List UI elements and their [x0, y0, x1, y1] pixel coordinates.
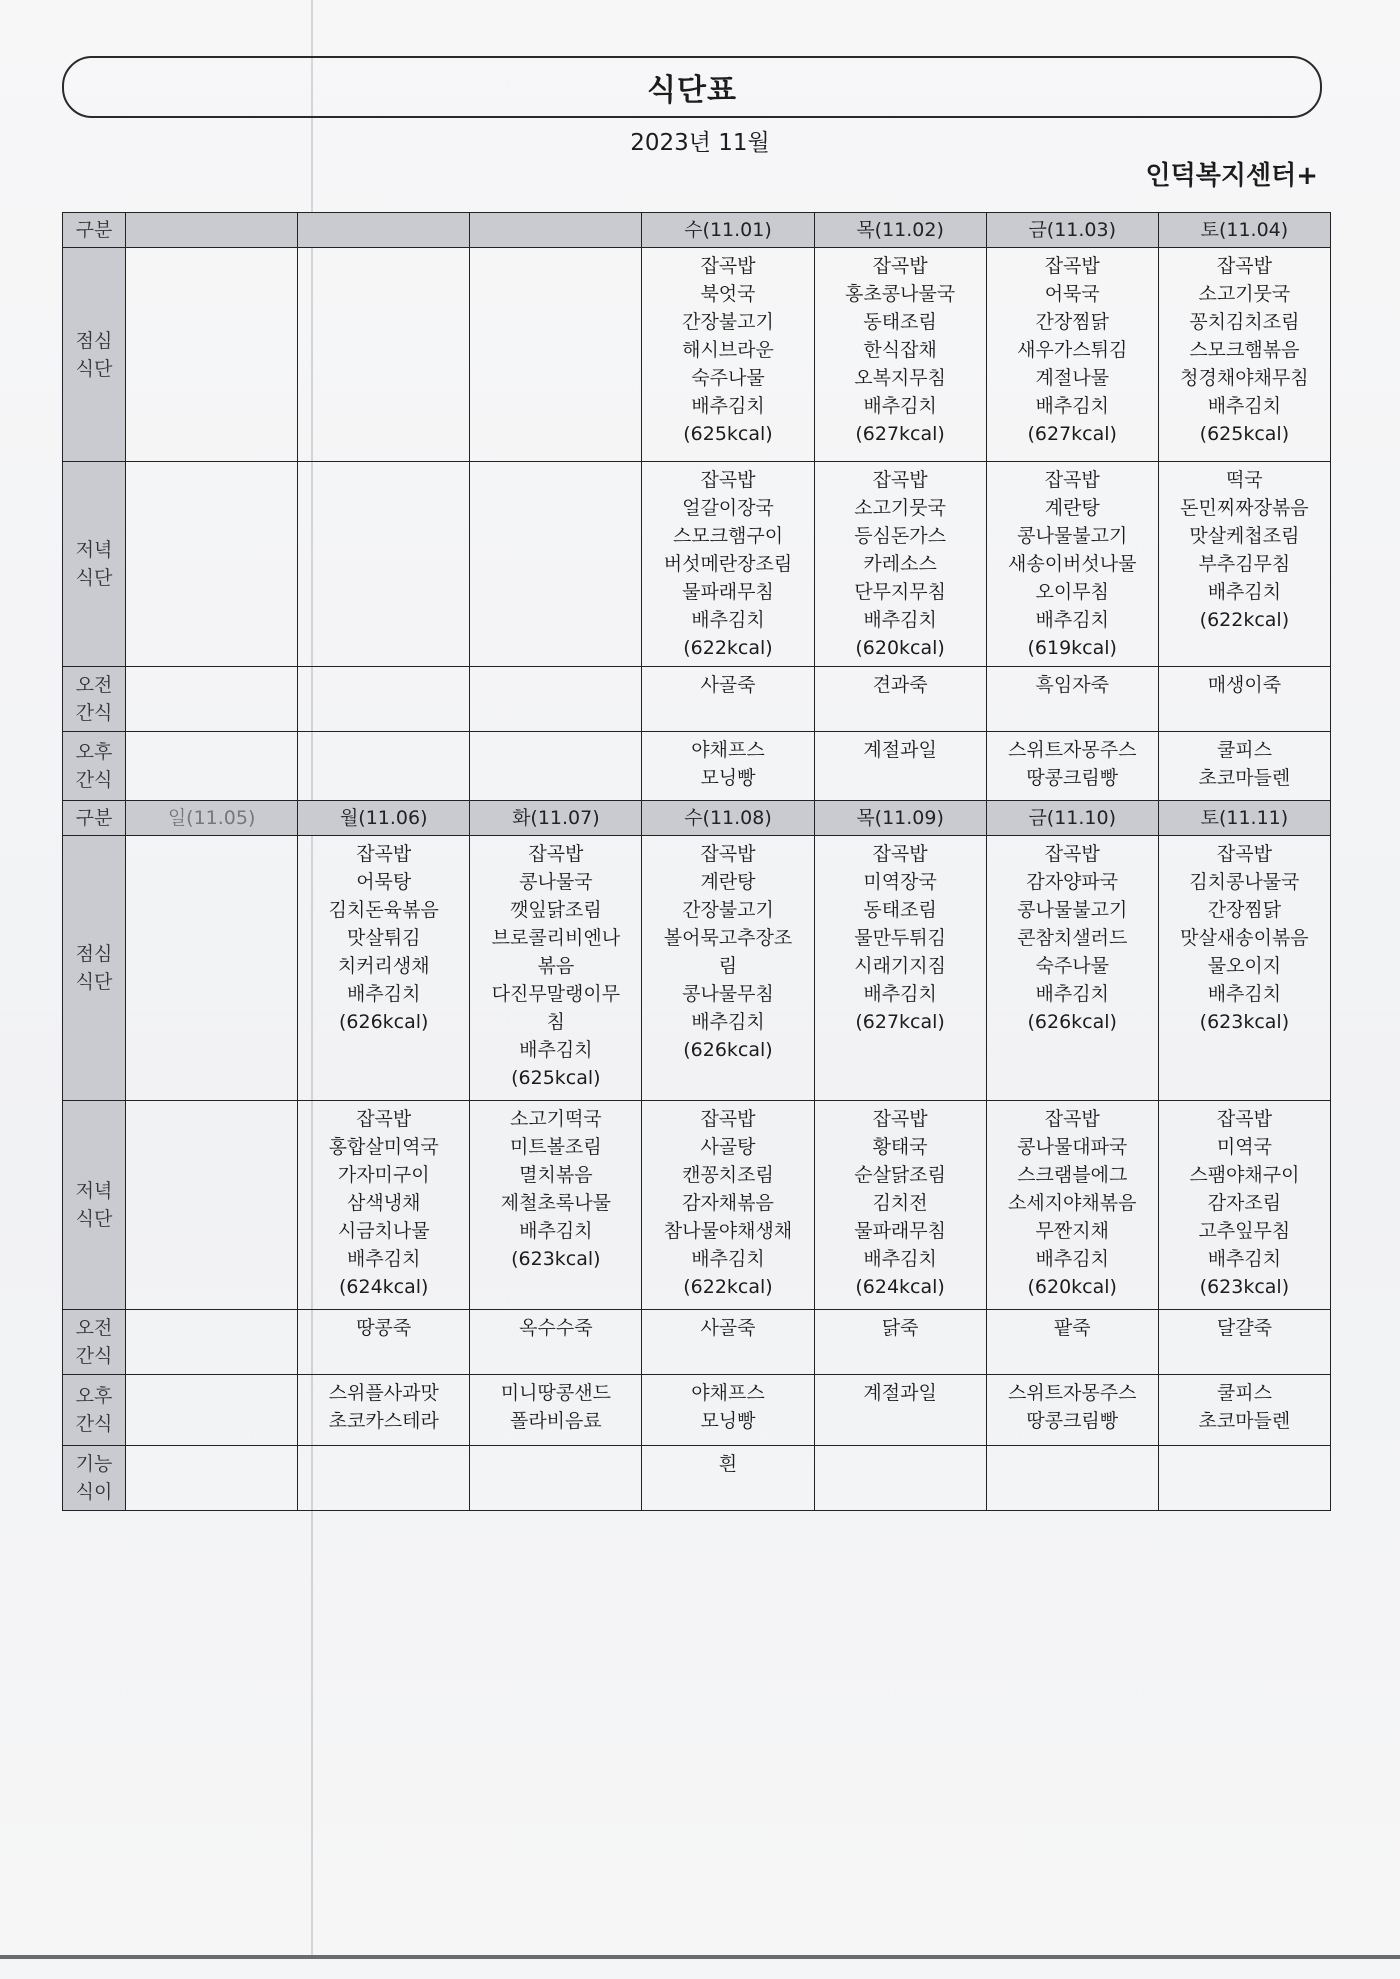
day-header: 화(11.07) — [470, 801, 642, 836]
menu-item: 배추김치 — [1207, 1248, 1282, 1270]
lunch-cell — [986, 248, 1158, 462]
row-label-text: 오후 — [75, 741, 113, 763]
am-snack-cell — [470, 1310, 642, 1375]
menu-item: 배추김치 — [1035, 1248, 1109, 1270]
row-label-text: 식단 — [75, 357, 113, 380]
pm-snack-cell — [126, 732, 298, 801]
menu-item: 버섯메란장조림 — [663, 553, 793, 575]
menu-item: 야채프스 — [691, 739, 765, 761]
menu-item: 시금치나물 — [337, 1220, 430, 1242]
menu-item: 소세지야채볶음 — [1007, 1192, 1137, 1214]
menu-item: 잡곡밥 — [700, 255, 756, 277]
functional-diet-cell — [642, 1446, 814, 1511]
menu-item: 배추김치 — [1207, 395, 1282, 417]
lunch-cell — [814, 836, 986, 1101]
dinner-cell — [298, 462, 470, 667]
menu-item: 침 — [546, 1011, 566, 1033]
lunch-row — [63, 836, 1331, 1101]
pm-snack-cell — [298, 1375, 470, 1446]
menu-item: 동태조림 — [863, 311, 937, 333]
row-label-text: 간식 — [75, 1413, 113, 1435]
menu-item: 모닝빵 — [700, 767, 756, 789]
menu-item: 카레소스 — [863, 553, 937, 575]
pm-snack-cell — [1158, 732, 1330, 801]
day-header: 토(11.11) — [1158, 801, 1330, 836]
menu-item: (625kcal) — [1199, 423, 1290, 445]
menu-item: 배추김치 — [1035, 395, 1109, 417]
am-snack-cell — [814, 1310, 986, 1375]
menu-item: (625kcal) — [511, 1067, 601, 1089]
functional-diet-cell — [298, 1446, 470, 1511]
menu-item: 오복지무침 — [854, 367, 946, 389]
row-label-text: 간식 — [75, 769, 113, 791]
pm-snack-cell — [126, 1375, 298, 1446]
menu-item: 미역국 — [1216, 1136, 1272, 1158]
menu-item: 배추김치 — [1035, 609, 1109, 631]
menu-item: 잡곡밥 — [872, 469, 928, 491]
menu-item: 홍초콩나물국 — [845, 283, 956, 305]
menu-item: (624kcal) — [339, 1276, 429, 1298]
dinner-cell — [126, 462, 298, 667]
menu-item: 계란탕 — [700, 871, 756, 893]
menu-item: 배추김치 — [347, 1248, 421, 1270]
dinner-cell — [642, 462, 814, 667]
menu-item: 간장찜닭 — [1035, 311, 1109, 333]
menu-item: 단무지무침 — [854, 581, 946, 603]
menu-item: 간장찜닭 — [1207, 899, 1282, 921]
menu-item: 잡곡밥 — [528, 843, 584, 865]
dinner-cell — [1158, 462, 1330, 667]
am-snack-cell — [1158, 1310, 1330, 1375]
am-snack-cell — [298, 667, 470, 732]
menu-item: 참나물야채생채 — [663, 1220, 793, 1242]
menu-item: 스위트자몽주스 — [1007, 739, 1137, 761]
menu-item: 시래기지짐 — [854, 955, 946, 977]
menu-item: 달걀죽 — [1216, 1317, 1272, 1339]
menu-item: 부추김무침 — [1198, 553, 1291, 575]
row-label-lunch — [63, 248, 126, 462]
day-header: 토(11.04) — [1158, 213, 1330, 248]
menu-item: 감자채볶음 — [682, 1192, 774, 1214]
category-header: 구분 — [63, 801, 126, 836]
menu-item: (623kcal) — [511, 1248, 601, 1270]
menu-item: 초코카스테라 — [328, 1410, 439, 1432]
lunch-cell — [1158, 836, 1330, 1101]
menu-item: (622kcal) — [1199, 609, 1290, 631]
menu-item: 쿨피스 — [1216, 1382, 1272, 1404]
lunch-cell — [298, 836, 470, 1101]
menu-item: 고추잎무침 — [1198, 1220, 1291, 1242]
menu-item: 배추김치 — [691, 1011, 765, 1033]
menu-item: 배추김치 — [691, 1248, 765, 1270]
menu-item: 스위트자몽주스 — [1007, 1382, 1137, 1404]
row-label-dinner — [63, 1101, 126, 1310]
pm-snack-cell — [470, 732, 642, 801]
menu-item: 치커리생채 — [337, 955, 430, 977]
menu-item: 배추김치 — [863, 1248, 937, 1270]
menu-item: (623kcal) — [1199, 1011, 1290, 1033]
menu-item: 배추김치 — [863, 609, 937, 631]
menu-item: (622kcal) — [683, 637, 773, 659]
menu-item: 스팸야채구이 — [1189, 1164, 1300, 1186]
menu-item: 계절과일 — [863, 739, 937, 761]
menu-item: 스크램블에그 — [1017, 1164, 1128, 1186]
dinner-cell — [814, 462, 986, 667]
dinner-cell — [298, 1101, 470, 1310]
day-header: 금(11.03) — [986, 213, 1158, 248]
menu-item: 캔꽁치조림 — [682, 1164, 774, 1186]
am_snack-row — [63, 1310, 1331, 1375]
period-label: 2023년 11월 — [630, 130, 770, 156]
lunch-cell — [298, 248, 470, 462]
menu-item: (625kcal) — [683, 423, 773, 445]
lunch-cell — [642, 248, 814, 462]
menu-item: 잡곡밥 — [872, 255, 928, 277]
menu-item: 등심돈가스 — [854, 525, 946, 547]
row-label-text: 오후 — [75, 1385, 113, 1407]
menu-item: 잡곡밥 — [700, 843, 756, 865]
am-snack-cell — [1158, 667, 1330, 732]
menu-item: 소고기뭇국 — [1198, 283, 1291, 305]
day-header: 수(11.08) — [642, 801, 814, 836]
menu-item: 간장불고기 — [682, 899, 774, 921]
menu-item: (622kcal) — [683, 1276, 773, 1298]
menu-item: 잡곡밥 — [700, 469, 756, 491]
menu-item: 얼갈이장국 — [682, 497, 774, 519]
menu-item: 땅콩크림빵 — [1026, 1410, 1119, 1432]
functional-diet-cell — [814, 1446, 986, 1511]
row-label-text: 식단 — [75, 1208, 113, 1230]
menu-item: 김치콩나물국 — [1189, 871, 1300, 893]
menu-item: 사골죽 — [700, 674, 756, 696]
menu-item: 사골탕 — [700, 1136, 756, 1158]
menu-item: 소고기뭇국 — [854, 497, 946, 519]
menu-item: 스모크햄구이 — [672, 525, 784, 547]
lunch-cell — [126, 836, 298, 1101]
pm-snack-cell — [814, 732, 986, 801]
menu-item: 초코마들렌 — [1198, 1410, 1291, 1432]
menu-item: 잡곡밥 — [1044, 469, 1100, 491]
menu-item: 돈민찌짜장볶음 — [1180, 497, 1309, 519]
menu-item: 무짠지채 — [1035, 1220, 1109, 1242]
menu-item: 잡곡밥 — [1216, 255, 1272, 277]
menu-item: 모닝빵 — [700, 1410, 756, 1432]
menu-item: 볶음 — [537, 955, 575, 977]
row-label-am-snack — [63, 1310, 126, 1375]
menu-item: 다진무말랭이무 — [491, 983, 621, 1005]
menu-item: 잡곡밥 — [872, 843, 928, 865]
menu-item: 팥죽 — [1053, 1317, 1091, 1339]
menu-item: 미트볼조림 — [509, 1136, 602, 1158]
row-label-am-snack — [63, 667, 126, 732]
menu-item: 한식잡채 — [863, 339, 937, 361]
menu-item: 땅콩죽 — [356, 1317, 412, 1339]
menu-item: 미니땅콩샌드 — [500, 1382, 611, 1404]
am-snack-cell — [642, 1310, 814, 1375]
menu-item: 동태조림 — [863, 899, 937, 921]
functional-diet-cell — [470, 1446, 642, 1511]
menu-item: 콩나물불고기 — [1017, 525, 1128, 547]
row-label-text: 간식 — [75, 1345, 113, 1367]
menu-item: 물파래무침 — [682, 581, 774, 603]
am-snack-cell — [986, 667, 1158, 732]
row-label-pm-snack — [63, 1375, 126, 1446]
row-label-text: 저녁 — [75, 539, 113, 561]
menu-item: 림 — [718, 955, 738, 977]
menu-item: 김치전 — [872, 1192, 928, 1214]
menu-item: (620kcal) — [855, 637, 945, 659]
dinner-cell — [642, 1101, 814, 1310]
row-label-text: 식단 — [75, 971, 113, 993]
menu-item: 소고기떡국 — [509, 1108, 602, 1130]
day-header: 수(11.01) — [642, 213, 814, 248]
menu-item: 브로콜리비엔나 — [491, 927, 621, 949]
am-snack-cell — [814, 667, 986, 732]
menu-item: 배추김치 — [1207, 581, 1282, 603]
dinner-cell — [1158, 1101, 1330, 1310]
menu-item: 잡곡밥 — [872, 1108, 928, 1130]
menu-item: 오이무침 — [1035, 581, 1109, 603]
menu-item: 잡곡밥 — [1216, 843, 1272, 865]
menu-item: 배추김치 — [863, 983, 937, 1005]
menu-item: 가자미구이 — [337, 1164, 430, 1186]
menu-item: 김치돈육볶음 — [328, 899, 439, 921]
day-header — [126, 213, 298, 248]
menu-item: 사골죽 — [700, 1317, 756, 1339]
pm_snack-row — [63, 732, 1331, 801]
menu-item: 새송이버섯나물 — [1007, 553, 1137, 575]
menu-item: 순살닭조림 — [854, 1164, 946, 1186]
menu-item: (627kcal) — [855, 1011, 945, 1033]
menu-item: 숙주나물 — [1035, 955, 1109, 977]
meal-plan-table — [62, 212, 1331, 1511]
row-label-text: 식단 — [75, 567, 113, 589]
dinner-cell — [470, 1101, 642, 1310]
week-header-row — [63, 213, 1331, 248]
menu-item: 잡곡밥 — [700, 1108, 756, 1130]
menu-item: 초코마들렌 — [1198, 767, 1291, 789]
menu-item: 미역장국 — [863, 871, 937, 893]
category-header: 구분 — [63, 213, 126, 248]
week-header-row — [63, 801, 1331, 836]
menu-item: 스모크햄볶음 — [1189, 339, 1300, 361]
day-header — [298, 213, 470, 248]
functional-row — [63, 1446, 1331, 1511]
menu-item: 배추김치 — [347, 983, 421, 1005]
menu-item: 배추김치 — [519, 1220, 593, 1242]
dinner-cell — [986, 1101, 1158, 1310]
lunch-cell — [470, 836, 642, 1101]
pm-snack-cell — [470, 1375, 642, 1446]
menu-item: 어묵탕 — [356, 871, 412, 893]
menu-item: 북엇국 — [700, 283, 756, 305]
menu-item: 배추김치 — [691, 609, 765, 631]
pm_snack-row — [63, 1375, 1331, 1446]
menu-item: 배추김치 — [1207, 983, 1282, 1005]
menu-item: 콘참치샐러드 — [1017, 927, 1128, 949]
menu-item: 맛살케첩조림 — [1189, 525, 1300, 547]
menu-item: 배추김치 — [519, 1039, 593, 1061]
am-snack-cell — [298, 1310, 470, 1375]
row-label-functional — [63, 1446, 126, 1511]
pm-snack-cell — [1158, 1375, 1330, 1446]
menu-item: 새우가스튀김 — [1017, 339, 1128, 361]
row-label-text: 식이 — [75, 1481, 113, 1503]
menu-item: 맛살튀김 — [347, 927, 421, 949]
row-label-text: 오전 — [75, 1317, 113, 1339]
row-label-lunch — [63, 836, 126, 1101]
menu-item: 콩나물대파국 — [1017, 1136, 1128, 1158]
menu-item: 잡곡밥 — [1044, 843, 1100, 865]
menu-item: 잡곡밥 — [1044, 1108, 1100, 1130]
menu-item: 흑임자죽 — [1035, 674, 1109, 696]
menu-item: 배추김치 — [1035, 983, 1109, 1005]
menu-item: 물오이지 — [1207, 955, 1282, 977]
am_snack-row — [63, 667, 1331, 732]
row-label-text: 점심 — [75, 329, 113, 352]
menu-item: 깻잎닭조림 — [509, 899, 602, 921]
pm-snack-cell — [986, 1375, 1158, 1446]
dinner-cell — [126, 1101, 298, 1310]
title-banner — [62, 56, 1322, 118]
menu-item: 배추김치 — [863, 395, 937, 417]
menu-item: 배추김치 — [691, 395, 765, 417]
organization-name: 인덕복지센터+ — [1145, 161, 1318, 191]
menu-item: (626kcal) — [683, 1039, 773, 1061]
row-label-dinner — [63, 462, 126, 667]
functional-diet-cell — [126, 1446, 298, 1511]
menu-item: 꽁치김치조림 — [1189, 311, 1300, 333]
day-header: 목(11.02) — [814, 213, 986, 248]
menu-item: 잡곡밥 — [356, 1108, 412, 1130]
menu-item: 숙주나물 — [691, 367, 765, 389]
menu-item: 황태국 — [872, 1136, 928, 1158]
page-title: 식단표 — [647, 73, 737, 108]
menu-item: (626kcal) — [1027, 1011, 1117, 1033]
menu-item: 콩나물국 — [519, 871, 593, 893]
menu-item: 멸치볶음 — [519, 1164, 593, 1186]
menu-item: 매생이죽 — [1207, 674, 1282, 696]
row-label-text: 저녁 — [75, 1180, 113, 1202]
pm-snack-cell — [298, 732, 470, 801]
dinner-row — [63, 462, 1331, 667]
am-snack-cell — [642, 667, 814, 732]
menu-item: 감자양파국 — [1026, 871, 1119, 893]
menu-item: 잡곡밥 — [1044, 255, 1100, 277]
day-header: 월(11.06) — [298, 801, 470, 836]
dinner-cell — [986, 462, 1158, 667]
am-snack-cell — [986, 1310, 1158, 1375]
menu-item: 물만두튀김 — [854, 927, 946, 949]
menu-item: 물파래무침 — [854, 1220, 946, 1242]
dinner-cell — [814, 1101, 986, 1310]
menu-item: 견과죽 — [872, 674, 928, 696]
dinner-row — [63, 1101, 1331, 1310]
menu-item: 폴라비음료 — [509, 1410, 602, 1432]
day-header: 일(11.05) — [126, 801, 298, 836]
am-snack-cell — [126, 1310, 298, 1375]
menu-item: 떡국 — [1226, 469, 1263, 491]
functional-diet-cell — [1158, 1446, 1330, 1511]
dinner-cell — [470, 462, 642, 667]
menu-item: (627kcal) — [1027, 423, 1117, 445]
lunch-cell — [986, 836, 1158, 1101]
menu-item: 해시브라운 — [682, 339, 774, 361]
pm-snack-cell — [814, 1375, 986, 1446]
menu-item: 삼색냉채 — [347, 1192, 421, 1214]
menu-item: 볼어묵고추장조 — [663, 927, 793, 949]
menu-item: 맛살새송이볶음 — [1180, 927, 1309, 949]
day-header — [470, 213, 642, 248]
menu-item: 계절나물 — [1035, 367, 1109, 389]
menu-item: (623kcal) — [1199, 1276, 1290, 1298]
menu-item: 제철초록나물 — [500, 1192, 611, 1214]
lunch-row — [63, 248, 1331, 462]
menu-item: 계절과일 — [863, 1382, 937, 1404]
pm-snack-cell — [986, 732, 1158, 801]
lunch-cell — [126, 248, 298, 462]
functional-diet-cell — [986, 1446, 1158, 1511]
menu-item: 옥수수죽 — [519, 1317, 593, 1339]
lunch-cell — [1158, 248, 1330, 462]
am-snack-cell — [470, 667, 642, 732]
row-label-pm-snack — [63, 732, 126, 801]
menu-item: 닭죽 — [881, 1317, 919, 1339]
menu-item: 감자조림 — [1207, 1192, 1282, 1214]
menu-item: 홍합살미역국 — [328, 1136, 439, 1158]
menu-item: (626kcal) — [339, 1011, 429, 1033]
menu-item: (619kcal) — [1027, 637, 1117, 659]
menu-item: 잡곡밥 — [1216, 1108, 1272, 1130]
pm-snack-cell — [642, 1375, 814, 1446]
menu-item: 잡곡밥 — [356, 843, 412, 865]
menu-item: 스위플사과맛 — [328, 1382, 439, 1404]
lunch-cell — [470, 248, 642, 462]
menu-item: 야채프스 — [691, 1382, 765, 1404]
menu-item: (627kcal) — [855, 423, 945, 445]
row-label-text: 점심 — [75, 943, 113, 965]
am-snack-cell — [126, 667, 298, 732]
day-header: 목(11.09) — [814, 801, 986, 836]
menu-item: 쿨피스 — [1216, 739, 1272, 761]
menu-item: 흰 — [718, 1453, 738, 1475]
row-label-text: 간식 — [75, 702, 113, 724]
day-header: 금(11.10) — [986, 801, 1158, 836]
menu-item: 콩나물무침 — [682, 983, 774, 1005]
menu-item: 어묵국 — [1044, 283, 1100, 305]
menu-item: 간장불고기 — [682, 311, 774, 333]
row-label-text: 오전 — [75, 674, 113, 696]
row-label-text: 기능 — [75, 1453, 113, 1475]
menu-item: 콩나물불고기 — [1017, 899, 1128, 921]
menu-item: 땅콩크림빵 — [1026, 767, 1119, 789]
lunch-cell — [814, 248, 986, 462]
lunch-cell — [642, 836, 814, 1101]
menu-item: (620kcal) — [1027, 1276, 1117, 1298]
menu-item: 청경채야채무침 — [1180, 367, 1309, 389]
menu-item: 계란탕 — [1044, 497, 1100, 519]
pm-snack-cell — [642, 732, 814, 801]
menu-item: (624kcal) — [855, 1276, 945, 1298]
